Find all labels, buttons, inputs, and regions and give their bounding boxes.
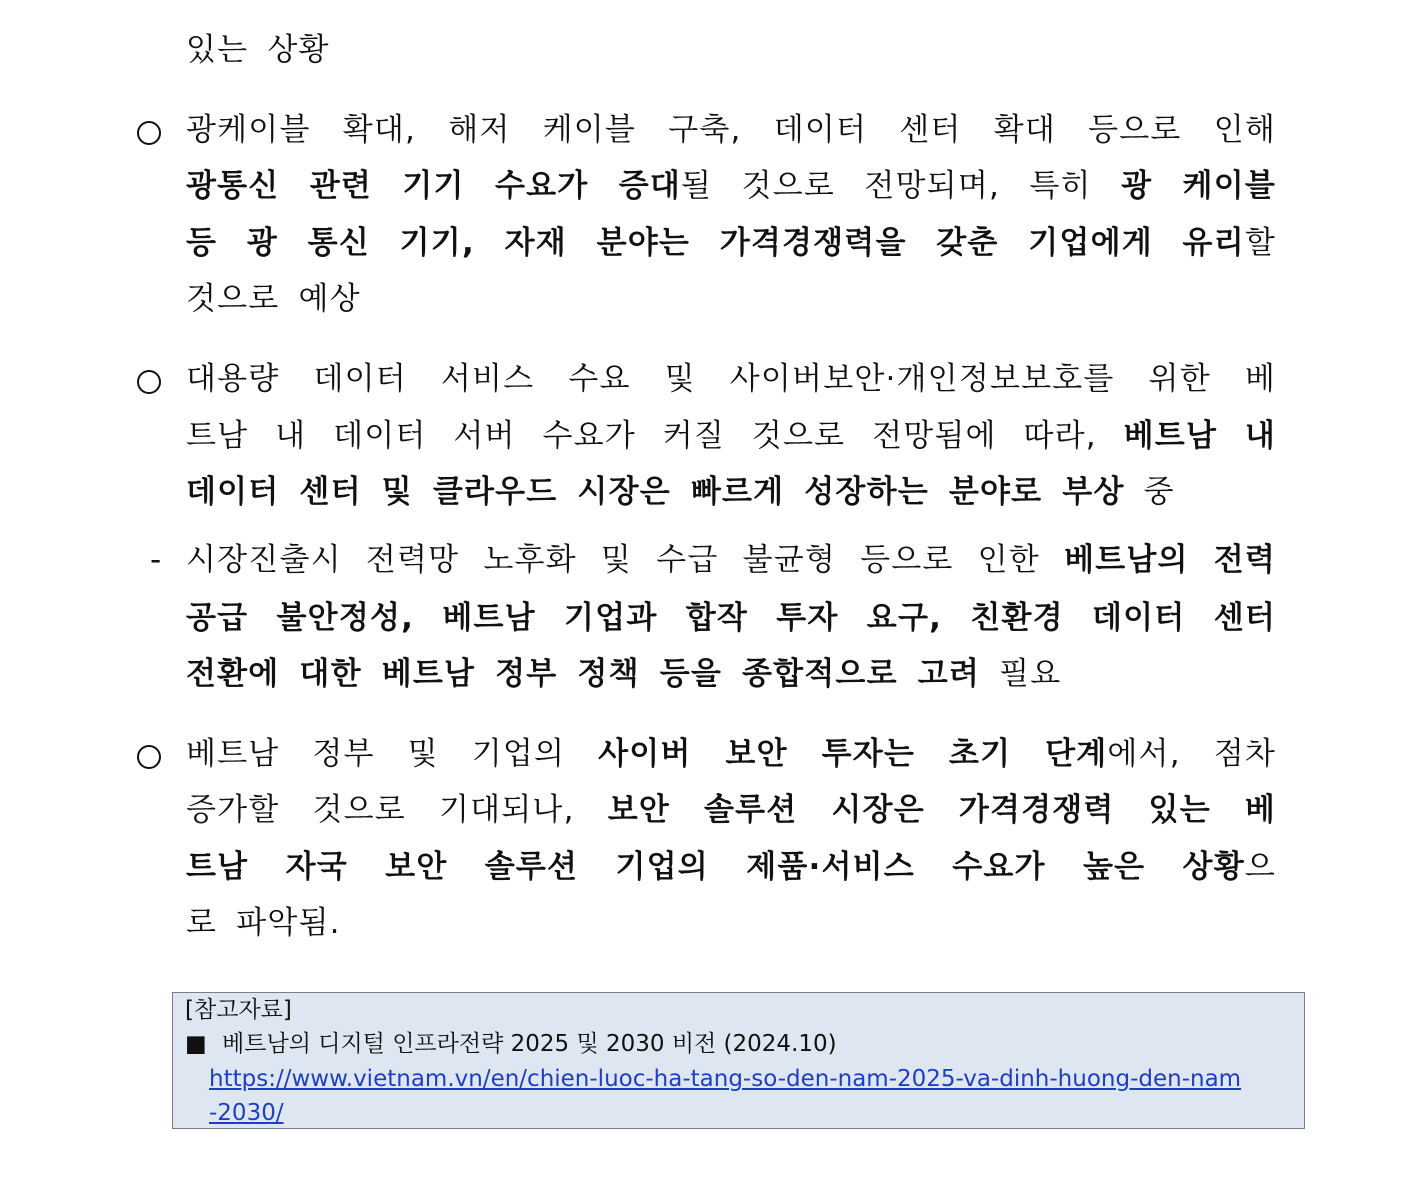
body-line [186, 277, 1276, 321]
text-segment: 트남 내 데이터 서버 수요가 커질 것으로 전망됨에 따라, [186, 418, 1124, 454]
bold-text-segment: 베트남 내 [1123, 418, 1276, 454]
bold-text-segment: 베트남의 전력 [1064, 542, 1276, 578]
text-segment: 시장진출시 전력망 노후화 및 수급 불균형 등으로 인한 [186, 542, 1065, 578]
reference-link-continued[interactable]: -2030/ [209, 1100, 284, 1126]
reference-item [185, 1029, 837, 1059]
text-segment: 으 [1244, 849, 1276, 885]
text-segment: 할 [1244, 225, 1276, 261]
reference-box [172, 992, 1305, 1129]
square-bullet-icon: ■ [185, 1031, 207, 1057]
text-segment: 증가할 것으로 기대되나, [186, 792, 608, 828]
reference-link[interactable]: https://www.vietnam.vn/en/chien-luoc-ha-tang-so-den-nam-2025-va-dinh-huong-den-nam [209, 1066, 1242, 1092]
reference-title: [참고자료] [185, 997, 292, 1023]
body-line [186, 414, 1276, 458]
bold-text-segment: 등 광 통신 기기, 자재 분야는 가격경쟁력을 갖춘 기업에게 유리 [186, 225, 1245, 261]
text-segment: 될 것으로 전망되며, 특히 [681, 168, 1122, 204]
body-line [186, 164, 1276, 208]
body-line [186, 538, 1276, 582]
circle-bullet-icon [137, 370, 161, 394]
body-line [186, 470, 1276, 514]
text-segment: 대용량 데이터 서비스 수요 및 사이버보안·개인정보보호를 위한 베 [186, 361, 1276, 397]
body-line [186, 732, 1276, 776]
text-segment: 광케이블 확대, 해저 케이블 구축, 데이터 센터 확대 등으로 인해 [186, 112, 1276, 148]
bold-text-segment: 보안 솔루션 시장은 가격경쟁력 있는 베 [607, 792, 1276, 828]
text-segment: 필요 [980, 656, 1062, 692]
body-line [186, 357, 1276, 401]
paragraph-continuation: 있는 상황 [186, 32, 330, 68]
body-line [186, 108, 1276, 152]
bold-text-segment: 사이버 보안 투자는 초기 단계 [598, 736, 1108, 772]
text-segment: 에서, 점차 [1107, 736, 1276, 772]
circle-bullet-icon [137, 121, 161, 145]
circle-bullet-icon [137, 745, 161, 769]
bold-text-segment: 광통신 관련 기기 수요가 증대 [186, 168, 682, 204]
body-line [186, 221, 1276, 265]
reference-item-text: 베트남의 디지털 인프라전략 2025 및 2030 비전 (2024.10) [222, 1031, 837, 1057]
text-segment: 것으로 예상 [186, 281, 361, 317]
bold-text-segment: 광 케이블 [1121, 168, 1276, 204]
body-line [186, 788, 1276, 832]
bold-text-segment: 공급 불안정성, 베트남 기업과 합작 투자 요구, 친환경 데이터 센터 [186, 600, 1276, 636]
text-segment: 중 [1124, 474, 1175, 510]
body-line [186, 652, 1276, 696]
bold-text-segment: 트남 자국 보안 솔루션 기업의 제품·서비스 수요가 높은 상황 [186, 849, 1245, 885]
bold-text-segment: 전환에 대한 베트남 정부 정책 등을 종합적으로 고려 [186, 656, 981, 692]
body-line [186, 901, 1276, 945]
dash-marker: - [150, 542, 162, 578]
text-segment: 베트남 정부 및 기업의 [186, 736, 599, 772]
body-line [186, 596, 1276, 640]
bold-text-segment: 데이터 센터 및 클라우드 시장은 빠르게 성장하는 분야로 부상 [186, 474, 1125, 510]
body-line [186, 845, 1276, 889]
text-segment: 로 파악됨. [186, 905, 341, 941]
